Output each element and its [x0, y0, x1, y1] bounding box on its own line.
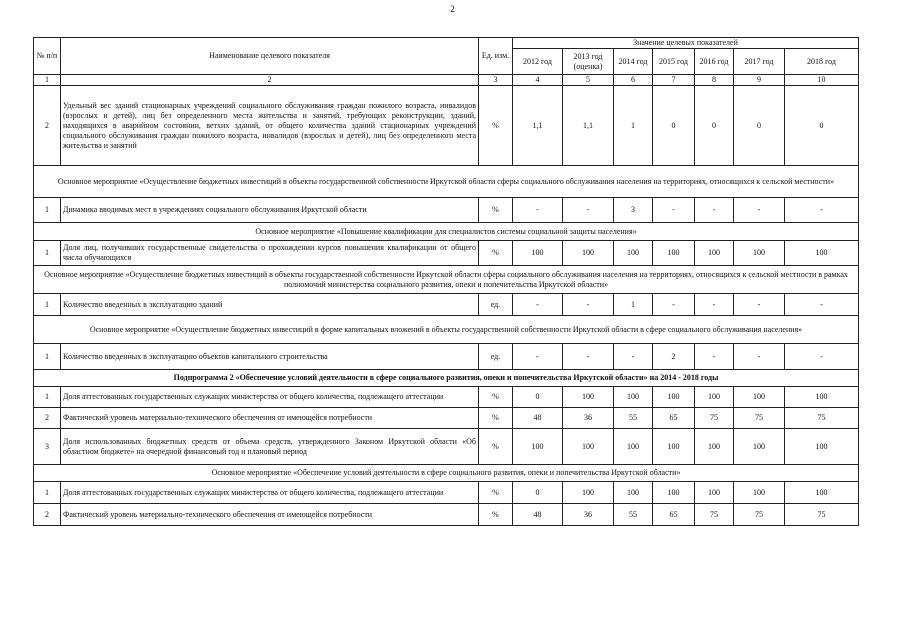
year-header: 2018 год — [785, 49, 859, 75]
value-cell: - — [695, 294, 734, 316]
row-number: 2 — [34, 86, 61, 166]
value-cell: 65 — [653, 504, 695, 526]
value-cell: 100 — [785, 429, 859, 465]
value-cell: - — [785, 294, 859, 316]
row-number: 2 — [34, 504, 61, 526]
unit-cell: % — [479, 429, 513, 465]
value-cell: 0 — [513, 482, 563, 504]
section-row — [34, 266, 859, 294]
value-cell: 100 — [695, 387, 734, 408]
indicator-name: Количество введенных в эксплуатацию объектов капитального строительства — [61, 344, 479, 370]
value-cell: - — [695, 198, 734, 223]
value-cell: 100 — [513, 241, 563, 266]
value-cell: 100 — [563, 429, 614, 465]
table-row — [34, 429, 859, 465]
value-cell: - — [653, 294, 695, 316]
value-cell: 100 — [653, 482, 695, 504]
table-row — [34, 482, 859, 504]
value-cell: 100 — [563, 241, 614, 266]
table-row — [34, 504, 859, 526]
value-cell: - — [513, 198, 563, 223]
table-row — [34, 198, 859, 223]
table-row — [34, 86, 859, 166]
column-number: 10 — [785, 75, 859, 86]
column-number: 7 — [653, 75, 695, 86]
column-number: 5 — [563, 75, 614, 86]
unit-cell: % — [479, 482, 513, 504]
section-title: Основное мероприятие «Обеспечение условий деятельности в сфере социального развития, опеки и попечительства Иркутской области» — [34, 465, 859, 482]
indicator-name: Количество введенных в эксплуатацию зданий — [61, 294, 479, 316]
value-cell: 48 — [513, 408, 563, 429]
section-title: Основное мероприятие «Осуществление бюджетных инвестиций в объекты государственной собственности Иркутской области сферы социального обслуживания населения на территориях, относящихся к сельской местности в рамках полномочий министерства социального развития, опеки и попечительства Иркутской области» — [34, 266, 859, 294]
value-cell: - — [695, 344, 734, 370]
unit-cell: % — [479, 198, 513, 223]
indicator-name: Фактический уровень материально-технического обеспечения от имеющейся потребности — [61, 504, 479, 526]
indicator-name: Доля аттестованных государственных служащих министерства от общего количества, подлежащего аттестации — [61, 387, 479, 408]
column-number: 6 — [614, 75, 653, 86]
value-cell: - — [785, 344, 859, 370]
value-cell: 55 — [614, 408, 653, 429]
column-number: 1 — [34, 75, 61, 86]
row-number: 1 — [34, 294, 61, 316]
value-cell: 75 — [785, 408, 859, 429]
row-number: 2 — [34, 408, 61, 429]
column-number: 2 — [61, 75, 479, 86]
value-cell: 0 — [695, 86, 734, 166]
year-header: 2016 год — [695, 49, 734, 75]
value-cell: - — [734, 294, 785, 316]
value-cell: 75 — [734, 504, 785, 526]
value-cell: 0 — [734, 86, 785, 166]
value-cell: 100 — [653, 429, 695, 465]
row-number: 1 — [34, 198, 61, 223]
section-row — [34, 465, 859, 482]
column-number: 3 — [479, 75, 513, 86]
value-cell: 2 — [653, 344, 695, 370]
value-cell: 100 — [563, 482, 614, 504]
value-cell: 100 — [734, 429, 785, 465]
value-cell: 0 — [653, 86, 695, 166]
value-cell: - — [734, 344, 785, 370]
year-header: 2012 год — [513, 49, 563, 75]
value-cell: - — [563, 198, 614, 223]
page-number: 2 — [450, 4, 455, 14]
value-cell: 1,1 — [513, 86, 563, 166]
value-cell: 100 — [653, 387, 695, 408]
column-number: 8 — [695, 75, 734, 86]
value-cell: 1 — [614, 86, 653, 166]
indicator-name: Доля аттестованных государственных служащих министерства от общего количества, подлежащего аттестации — [61, 482, 479, 504]
value-cell: 0 — [513, 387, 563, 408]
value-cell: - — [653, 198, 695, 223]
value-cell: 100 — [614, 429, 653, 465]
section-title: Подпрограмма 2 «Обеспечение условий деятельности в сфере социального развития, опеки и попечительства Иркутской области» на 2014 - 2018 годы — [34, 370, 859, 387]
value-cell: 100 — [734, 482, 785, 504]
value-cell: 100 — [614, 241, 653, 266]
unit-cell: % — [479, 504, 513, 526]
value-cell: 36 — [563, 504, 614, 526]
value-cell: 100 — [563, 387, 614, 408]
table-row — [34, 408, 859, 429]
indicator-name: Доля лиц, получивших государственные свидетельства о прохождении курсов повышения квалификации от общего числа обучающихся — [61, 241, 479, 266]
value-cell: - — [734, 198, 785, 223]
value-cell: - — [563, 294, 614, 316]
value-cell: 1 — [614, 294, 653, 316]
year-header: 2017 год — [734, 49, 785, 75]
value-cell: - — [513, 344, 563, 370]
value-cell: 100 — [614, 387, 653, 408]
header-name: Наименование целевого показателя — [61, 38, 479, 75]
value-cell: 75 — [695, 408, 734, 429]
value-cell: - — [563, 344, 614, 370]
value-cell: 100 — [734, 241, 785, 266]
row-number: 1 — [34, 241, 61, 266]
indicator-name: Динамика вводимых мест в учреждениях социального обслуживания Иркутской области — [61, 198, 479, 223]
value-cell: 100 — [695, 429, 734, 465]
unit-cell: % — [479, 241, 513, 266]
year-header: 2013 год (оценка) — [563, 49, 614, 75]
value-cell: 75 — [695, 504, 734, 526]
value-cell: 75 — [785, 504, 859, 526]
row-number: 1 — [34, 387, 61, 408]
table-row — [34, 294, 859, 316]
value-cell: 65 — [653, 408, 695, 429]
value-cell: 100 — [785, 387, 859, 408]
value-cell: 100 — [785, 241, 859, 266]
row-number: 3 — [34, 429, 61, 465]
column-number: 9 — [734, 75, 785, 86]
section-title: Основное мероприятие «Осуществление бюджетных инвестиций в форме капитальных вложений в объекты государственной собственности Иркутской области в сфере социального обслуживания населения» — [34, 316, 859, 344]
row-number: 1 — [34, 482, 61, 504]
unit-cell: % — [479, 387, 513, 408]
value-cell: 1,1 — [563, 86, 614, 166]
column-number: 4 — [513, 75, 563, 86]
year-header: 2014 год — [614, 49, 653, 75]
value-cell: 75 — [734, 408, 785, 429]
value-cell: 3 — [614, 198, 653, 223]
value-cell: 48 — [513, 504, 563, 526]
value-cell: 100 — [653, 241, 695, 266]
indicator-name: Удельный вес зданий стационарных учреждений социального обслуживания граждан пожилого возраста, инвалидов (взрослых и детей), лиц без определенного места жительства и занятий, требующих реконструкции, зданий, находящихся в аварийном состоянии, ветхих зданий, от общего количества зданий стационарных учреждений социального обслуживания граждан пожилого возраста, инвалидов (взрослых и детей), лиц без определенного места жительства и занятий — [61, 86, 479, 166]
value-cell: 36 — [563, 408, 614, 429]
value-cell: - — [614, 344, 653, 370]
table-row — [34, 387, 859, 408]
header-unit: Ед. изм. — [479, 38, 513, 75]
table-row — [34, 344, 859, 370]
value-cell: 100 — [785, 482, 859, 504]
section-title: Основное мероприятие «Повышение квалификации для специалистов системы социальной защиты населения» — [34, 223, 859, 241]
header-values-group: Значение целевых показателей — [513, 38, 859, 49]
value-cell: 100 — [734, 387, 785, 408]
indicator-name: Фактический уровень материально-технического обеспечения от имеющейся потребности — [61, 408, 479, 429]
value-cell: 100 — [513, 429, 563, 465]
unit-cell: % — [479, 408, 513, 429]
section-row — [34, 223, 859, 241]
year-header: 2015 год — [653, 49, 695, 75]
unit-cell: ед. — [479, 344, 513, 370]
value-cell: 100 — [614, 482, 653, 504]
section-row — [34, 316, 859, 344]
unit-cell: % — [479, 86, 513, 166]
column-numbers-row — [34, 75, 859, 86]
unit-cell: ед. — [479, 294, 513, 316]
section-row — [34, 166, 859, 198]
row-number: 1 — [34, 344, 61, 370]
value-cell: 0 — [785, 86, 859, 166]
value-cell: 100 — [695, 241, 734, 266]
value-cell: - — [785, 198, 859, 223]
value-cell: - — [513, 294, 563, 316]
indicators-table — [33, 37, 859, 526]
header-num: № п/п — [34, 38, 61, 75]
indicator-name: Доля использованных бюджетных средств от объема средств, утвержденного Законом Иркутской области «Об областном бюджете» на очередной финансовый год и плановый период — [61, 429, 479, 465]
value-cell: 100 — [695, 482, 734, 504]
section-row — [34, 370, 859, 387]
table-row — [34, 241, 859, 266]
section-title: Основное мероприятие «Осуществление бюджетных инвестиций в объекты государственной собственности Иркутской области сферы социального обслуживания населения на территориях, относящихся к сельской местности» — [34, 166, 859, 198]
table-body — [34, 86, 859, 526]
value-cell: 55 — [614, 504, 653, 526]
